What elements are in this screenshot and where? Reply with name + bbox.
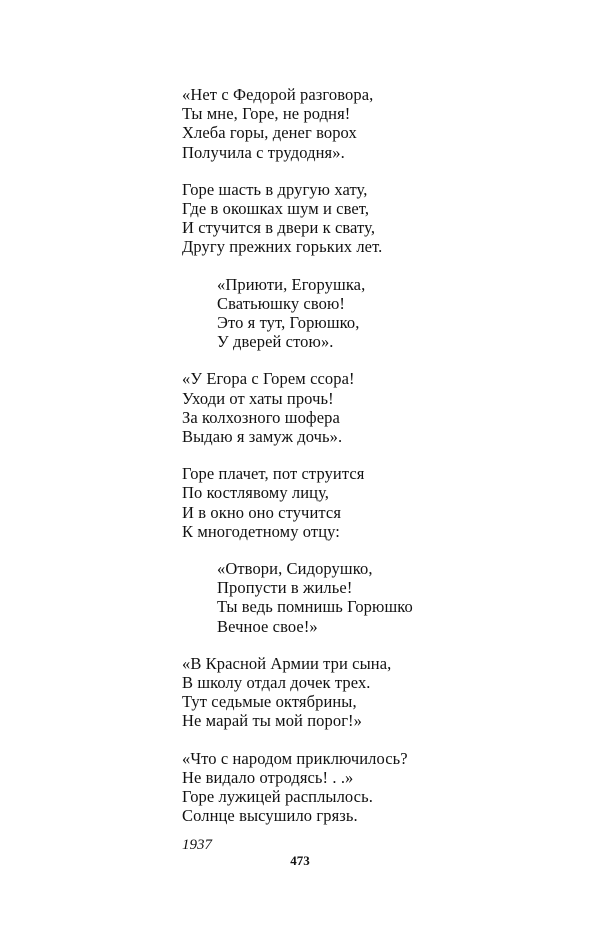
poem-line: К многодетному отцу: (182, 521, 340, 541)
poem-line: Ты мне, Горе, не родня! (182, 104, 351, 124)
poem-line: «Приюти, Егорушка, (217, 274, 366, 294)
poem-line: Сватьюшку свою! (217, 293, 345, 313)
poem (182, 85, 562, 854)
stanza-3 (182, 275, 562, 352)
poem-line: Вечное свое!» (217, 616, 318, 636)
stanza-2 (182, 180, 562, 257)
stanza-6 (182, 559, 562, 636)
stanza-5 (182, 464, 562, 541)
poem-line: И стучится в двери к свату, (182, 218, 376, 238)
poem-line: Это я тут, Горюшко, (217, 313, 360, 333)
poem-line: «Нет с Федорой разговора, (182, 85, 374, 104)
poem-line: Где в окошках шум и свет, (182, 199, 370, 219)
poem-line: «В Красной Армии три сына, (182, 653, 392, 673)
stanza-1 (182, 85, 562, 162)
poem-line: Пропусти в жилье! (217, 578, 353, 598)
page-number: 473 (290, 853, 310, 868)
poem-line: Другу прежних горьких лет. (182, 237, 383, 257)
poem-line: За колхозного шофера (182, 407, 340, 427)
stanza-7 (182, 654, 562, 731)
poem-line: И в окно оно стучится (182, 502, 342, 522)
poem-line: Получила с трудодня». (182, 142, 345, 162)
poem-date: 1937 (182, 836, 212, 853)
poem-line: Не марай ты мой порог!» (182, 711, 363, 731)
poem-line: Выдаю я замуж дочь». (182, 427, 343, 447)
poem-line: Горе лужицей расплылось. (182, 787, 373, 807)
poem-line: Уходи от хаты прочь! (182, 388, 334, 408)
poem-line: Ты ведь помнишь Горюшко (217, 597, 413, 617)
stanza-8 (182, 749, 562, 826)
poem-line: Не видало отродясь! . .» (182, 767, 354, 787)
poem-line: Хлеба горы, денег ворох (182, 123, 357, 143)
poem-line: По костлявому лицу, (182, 483, 330, 503)
poem-line: В школу отдал дочек трех. (182, 673, 371, 693)
poem-line: Тут седьмые октябрины, (182, 692, 357, 712)
poem-line: «Отвори, Сидорушко, (217, 559, 373, 579)
stanza-4 (182, 369, 562, 446)
poem-line: «Что с народом приключилось? (182, 748, 408, 768)
poem-line: «У Егора с Горем ссора! (182, 369, 355, 389)
poem-line: Горе шасть в другую хату, (182, 179, 368, 199)
poem-line: Горе плачет, пот струится (182, 464, 365, 484)
poem-line: Солнце высушило грязь. (182, 806, 358, 826)
poem-line: У дверей стою». (217, 332, 334, 352)
